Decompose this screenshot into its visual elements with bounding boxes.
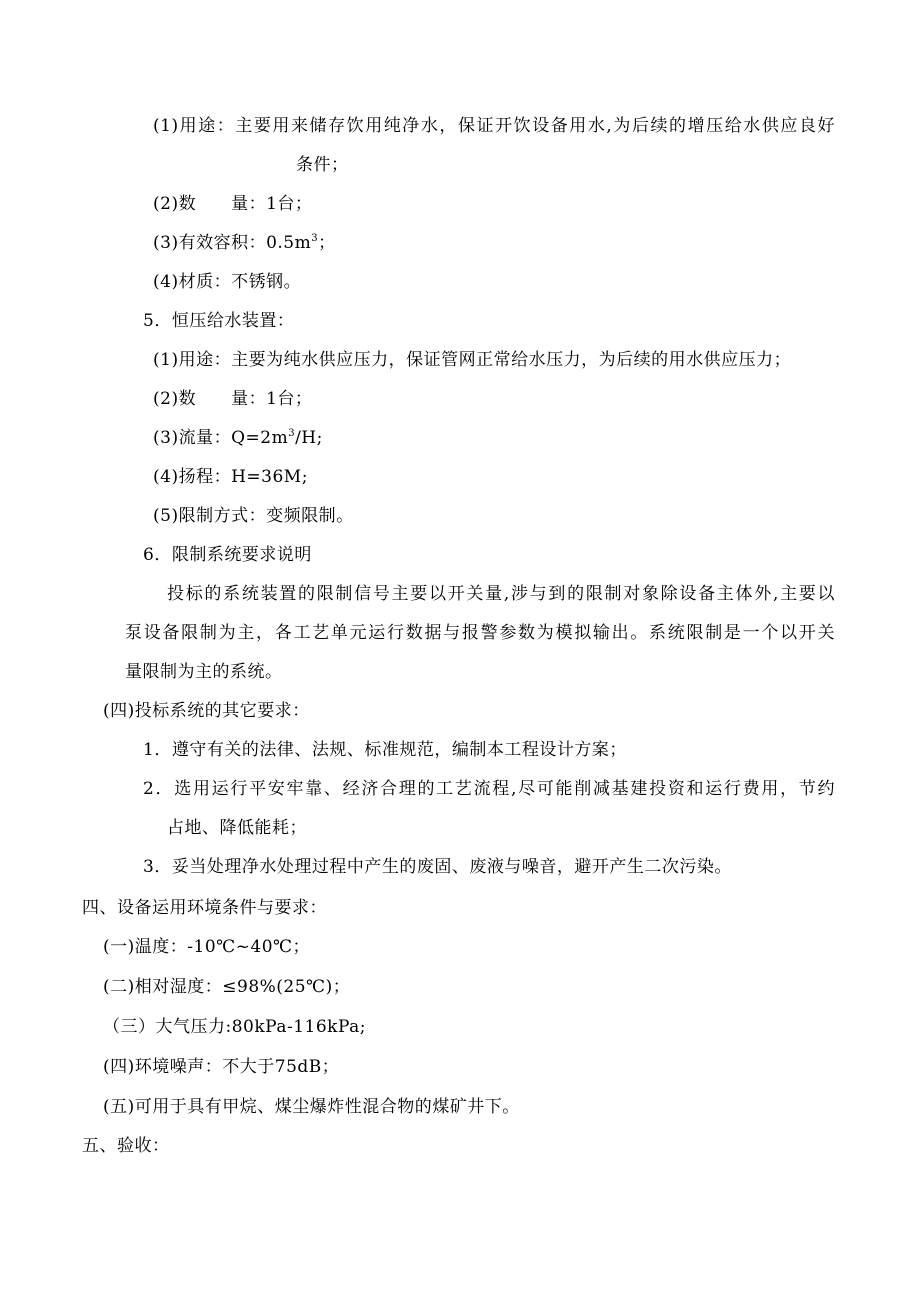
pump-quantity: (2)数 量：1台； (153, 389, 313, 409)
requirement-1: 1．遵守有关的法律、法规、标准规范，编制本工程设计方案； (143, 740, 627, 760)
subsection-4-title: (四)投标系统的其它要求： (103, 701, 310, 721)
tank-volume-end: ； (318, 233, 336, 253)
tank-volume (153, 231, 336, 255)
tank-usage-line-1: (1)用途：主要用来储存饮用纯净水，保证开饮设备用水,为后续的增压给水供应良好 (153, 116, 835, 136)
tank-material: (4)材质：不锈钢。 (153, 272, 302, 292)
section-6-paragraph-line-1: 投标的系统装置的限制信号主要以开关量,涉与到的限制对象除设备主体外,主要以 (167, 584, 835, 604)
chapter-5-title: 五、验收： (82, 1136, 170, 1156)
env-humidity: (二)相对湿度：≤98%(25℃)； (103, 977, 351, 997)
pump-flow-text: (3)流量：Q=2m (153, 428, 289, 448)
section-6-paragraph-line-2: 泵设备限制为主，各工艺单元运行数据与报警参数为模拟输出。系统限制是一个以开关 (125, 623, 835, 643)
pump-flow (153, 426, 323, 450)
tank-usage-line-2: 条件； (296, 155, 349, 175)
requirement-3: 3．妥当处理净水处理过程中产生的废固、废液与噪音，避开产生二次污染。 (143, 857, 732, 877)
env-noise: (四)环境噪声：不大于75dB； (103, 1057, 340, 1077)
section-5-title: 5．恒压给水装置： (143, 311, 295, 331)
chapter-4-title: 四、设备运用环境条件与要求： (82, 898, 327, 918)
pump-flow-exponent: 3 (288, 428, 296, 439)
requirement-2-line-1: 2．选用运行平安牢靠、经济合理的工艺流程,尽可能削减基建投资和运行费用，节约 (143, 779, 835, 799)
tank-quantity: (2)数 量：1台； (153, 194, 313, 214)
tank-volume-text: (3)有效容积：0.5m (153, 233, 312, 253)
env-temperature: (一)温度：-10℃~40℃； (103, 937, 311, 957)
requirement-2-line-2: 占地、降低能耗； (167, 818, 307, 838)
env-air-pressure: （三）大气压力:80kPa-116kPa; (103, 1017, 367, 1037)
pump-usage: (1)用途：主要为纯水供应压力，保证管网正常给水压力，为后续的用水供应压力； (153, 350, 792, 370)
env-mine-usage: (五)可用于具有甲烷、煤尘爆炸性混合物的煤矿井下。 (103, 1097, 520, 1117)
tank-volume-exponent: 3 (311, 233, 319, 244)
section-6-paragraph-line-3: 量限制为主的系统。 (125, 662, 283, 682)
pump-control: (5)限制方式：变频限制。 (153, 506, 354, 526)
section-6-title: 6．限制系统要求说明 (143, 545, 312, 565)
pump-flow-end: /H; (295, 428, 323, 448)
pump-head: (4)扬程：H=36M; (153, 467, 308, 487)
